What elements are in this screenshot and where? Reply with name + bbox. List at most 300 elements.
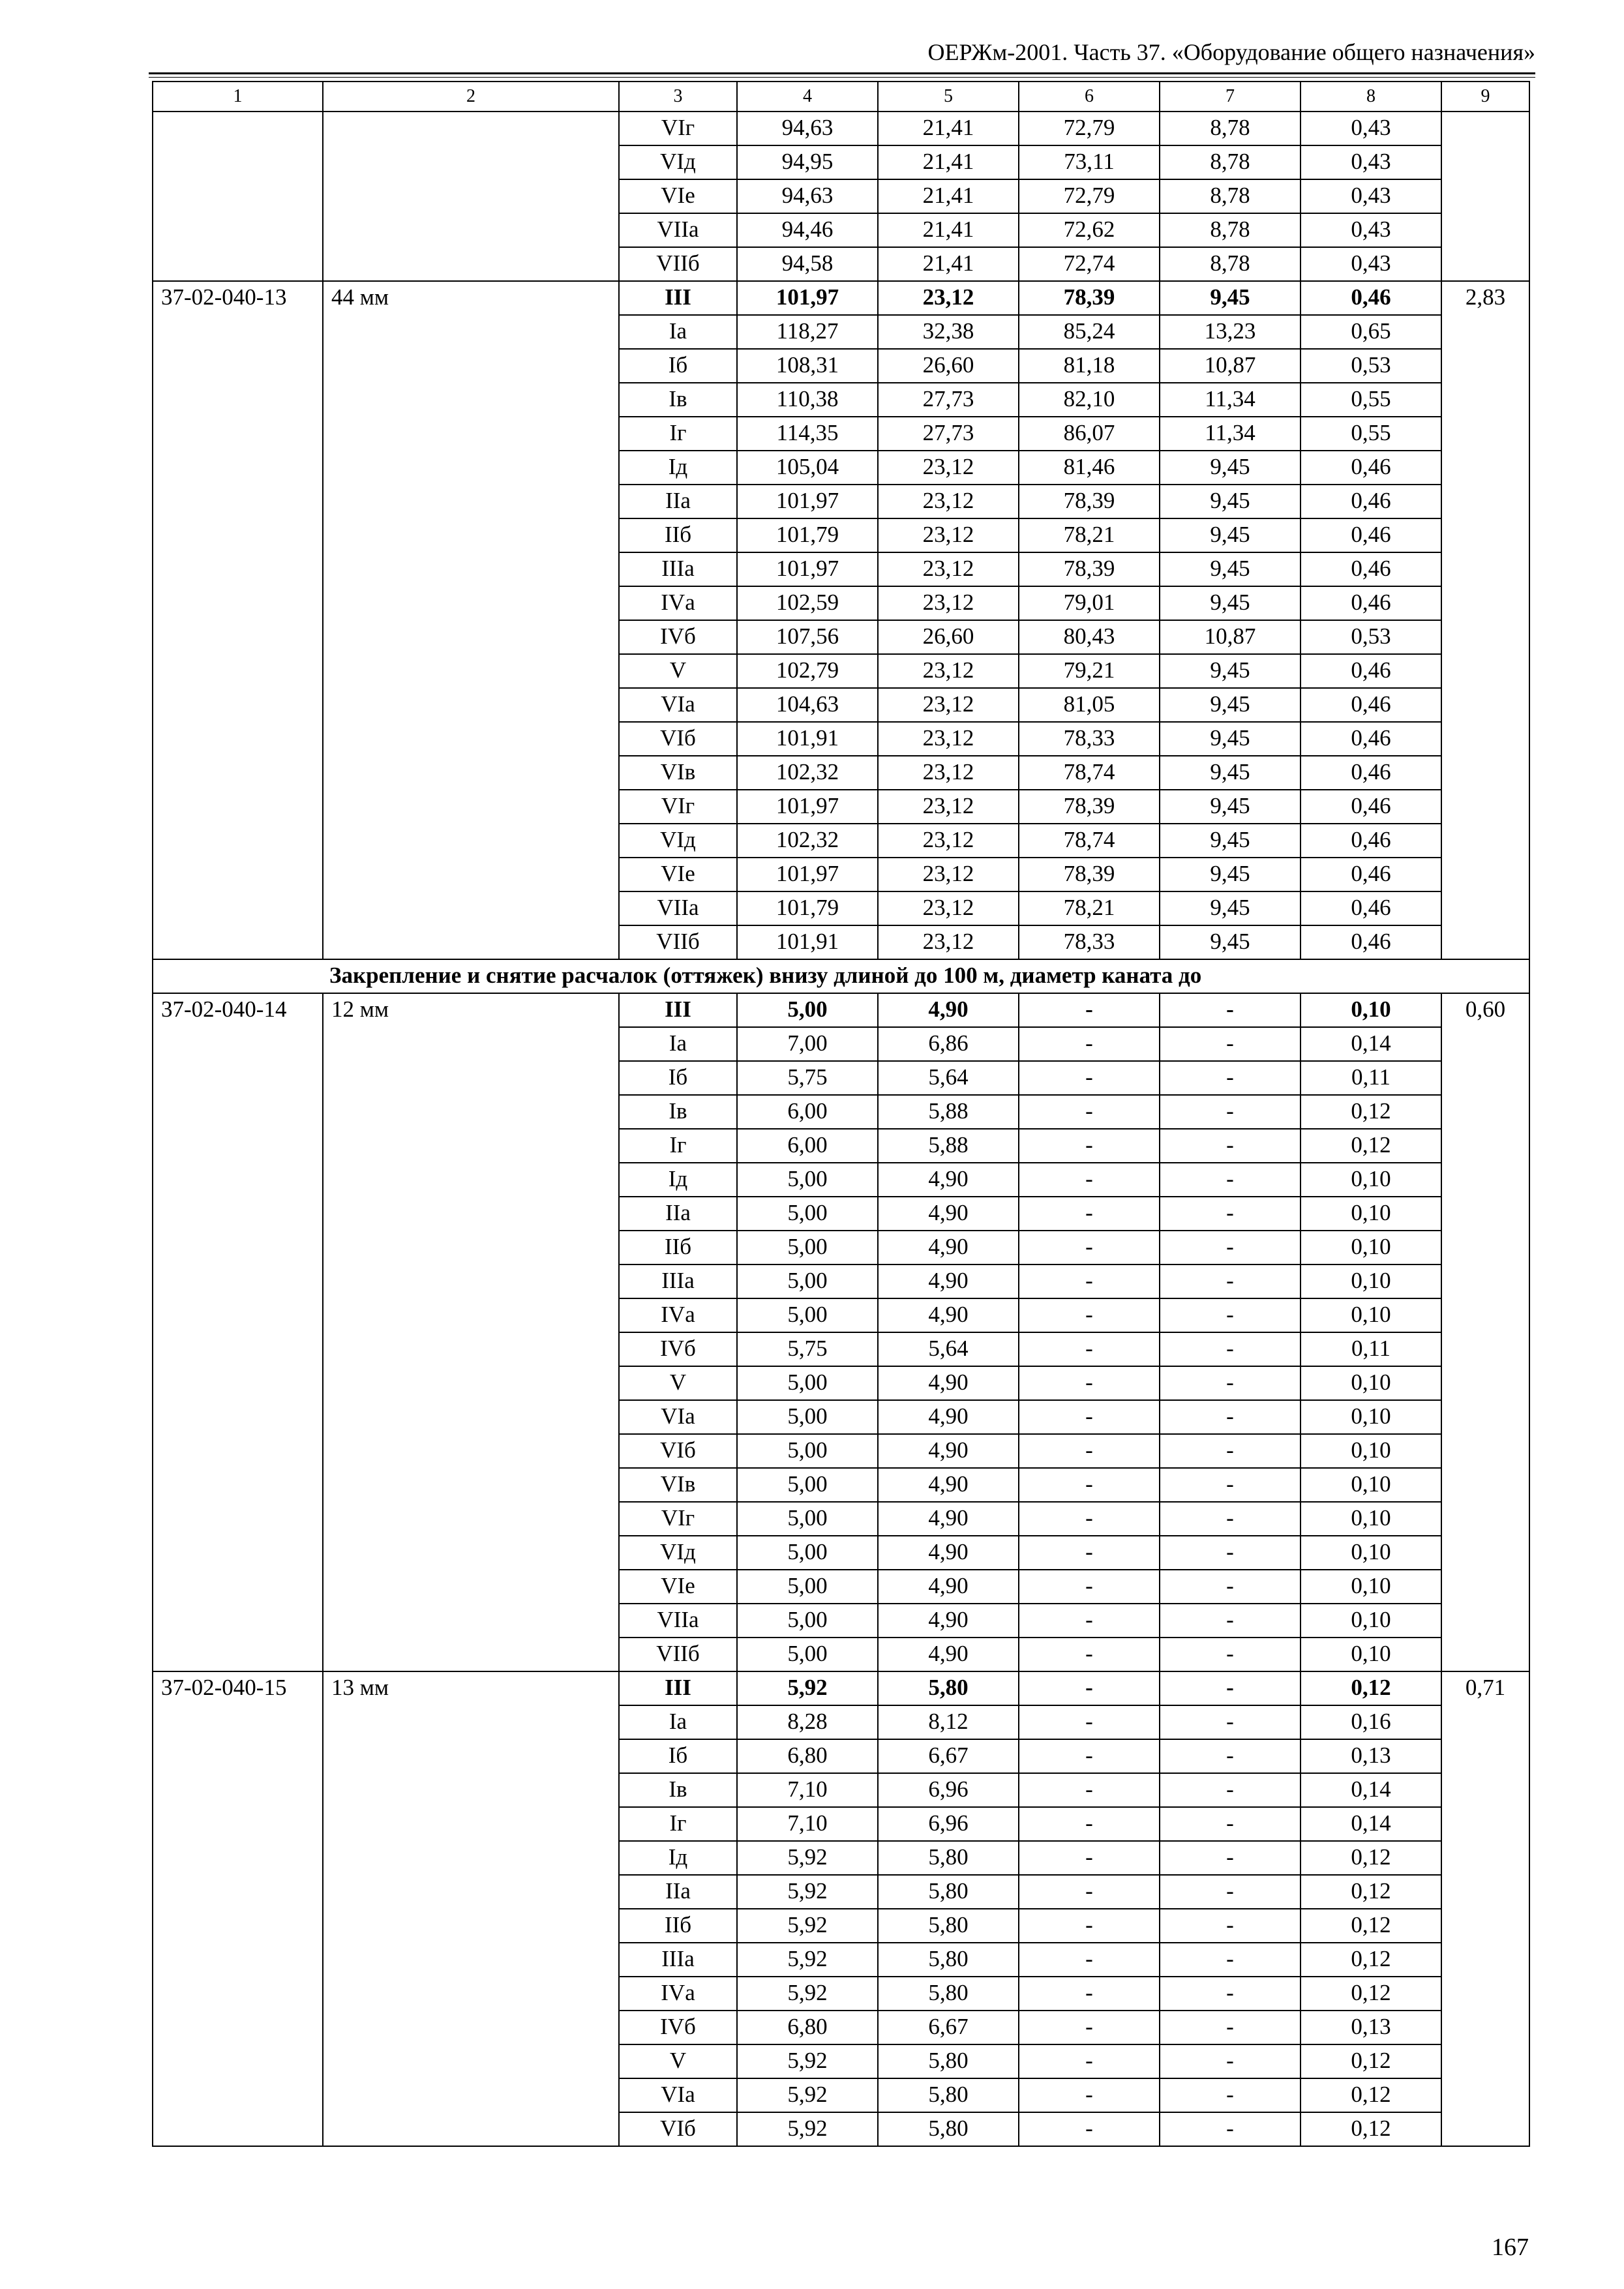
value-cell: 0,46: [1301, 552, 1441, 586]
value-cell: 6,80: [737, 1739, 878, 1773]
value-cell: 0,10: [1301, 1400, 1441, 1434]
zone-cell: VIе: [619, 1570, 737, 1604]
value-cell: 7,00: [737, 1027, 878, 1061]
value-cell: 5,92: [737, 2112, 878, 2146]
value-cell: 78,39: [1019, 552, 1160, 586]
value-cell: 5,00: [737, 1197, 878, 1231]
table-row: [153, 1671, 1529, 1705]
value-cell: 23,12: [878, 654, 1019, 688]
value-cell: -: [1160, 1943, 1301, 1977]
value-cell: 78,39: [1019, 790, 1160, 824]
zone-cell: VIа: [619, 2078, 737, 2112]
value-cell: -: [1160, 2112, 1301, 2146]
value-cell: 4,90: [878, 1468, 1019, 1502]
value-cell: 78,74: [1019, 756, 1160, 790]
value-cell: -: [1160, 1095, 1301, 1129]
value-cell: 0,43: [1301, 112, 1441, 145]
value-cell: 23,12: [878, 824, 1019, 858]
zone-cell: VIIа: [619, 891, 737, 925]
value-cell: 5,00: [737, 1604, 878, 1638]
value-cell: 23,12: [878, 586, 1019, 620]
value-cell: 0,14: [1301, 1027, 1441, 1061]
value-cell: 0,10: [1301, 1298, 1441, 1332]
value-cell: -: [1160, 1773, 1301, 1807]
value-cell: 5,64: [878, 1332, 1019, 1366]
value-cell: 102,79: [737, 654, 878, 688]
value-cell: 5,00: [737, 1502, 878, 1536]
zone-cell: VIб: [619, 1434, 737, 1468]
zone-cell: VIг: [619, 1502, 737, 1536]
value-cell: -: [1019, 1264, 1160, 1298]
value-cell: -: [1019, 993, 1160, 1027]
value-cell: 0,46: [1301, 518, 1441, 552]
value-cell: 0,10: [1301, 993, 1441, 1027]
value-cell: 108,31: [737, 349, 878, 383]
value-cell: 5,88: [878, 1095, 1019, 1129]
value-cell: 21,41: [878, 213, 1019, 247]
value-cell: 5,92: [737, 1909, 878, 1943]
value-cell: 0,10: [1301, 1366, 1441, 1400]
value-cell: 5,92: [737, 1977, 878, 2011]
rope-diameter: 13 мм: [323, 1671, 619, 2146]
value-cell: 4,90: [878, 1264, 1019, 1298]
zone-cell: Iг: [619, 417, 737, 451]
value-cell: 26,60: [878, 349, 1019, 383]
value-cell: -: [1160, 1841, 1301, 1875]
rope-diameter: 12 мм: [323, 993, 619, 1671]
value-cell: -: [1019, 1400, 1160, 1434]
zone-cell: IIа: [619, 1197, 737, 1231]
value-cell: -: [1019, 1027, 1160, 1061]
value-cell: -: [1160, 1502, 1301, 1536]
value-cell: 102,32: [737, 824, 878, 858]
value-cell: -: [1160, 1129, 1301, 1163]
value-cell: 9,45: [1160, 824, 1301, 858]
value-cell: -: [1019, 1061, 1160, 1095]
value-cell: 0,46: [1301, 790, 1441, 824]
column-9-value: 0,60: [1441, 993, 1529, 1671]
value-cell: 0,14: [1301, 1807, 1441, 1841]
value-cell: 81,05: [1019, 688, 1160, 722]
value-cell: 78,39: [1019, 485, 1160, 518]
value-cell: -: [1019, 1977, 1160, 2011]
value-cell: 4,90: [878, 1366, 1019, 1400]
value-cell: 80,43: [1019, 620, 1160, 654]
value-cell: 5,80: [878, 1977, 1019, 2011]
column-number: 8: [1301, 82, 1441, 112]
value-cell: 0,46: [1301, 925, 1441, 959]
table-row: [153, 993, 1529, 1027]
value-cell: 5,00: [737, 1264, 878, 1298]
header-rule: [149, 72, 1535, 74]
zone-cell: Iб: [619, 1739, 737, 1773]
value-cell: 4,90: [878, 1502, 1019, 1536]
value-cell: 0,13: [1301, 1739, 1441, 1773]
value-cell: 11,34: [1160, 417, 1301, 451]
value-cell: 27,73: [878, 383, 1019, 417]
value-cell: -: [1019, 1773, 1160, 1807]
value-cell: -: [1019, 1095, 1160, 1129]
rope-diameter: 44 мм: [323, 281, 619, 959]
value-cell: -: [1160, 1604, 1301, 1638]
zone-cell: Iа: [619, 315, 737, 349]
rate-code: 37-02-040-15: [153, 1671, 323, 2146]
zone-cell: IVа: [619, 1298, 737, 1332]
zone-cell: Iв: [619, 1095, 737, 1129]
column-number: 3: [619, 82, 737, 112]
value-cell: 5,92: [737, 1943, 878, 1977]
value-cell: -: [1160, 2011, 1301, 2044]
value-cell: -: [1019, 1468, 1160, 1502]
column-number: 4: [737, 82, 878, 112]
value-cell: 0,12: [1301, 1841, 1441, 1875]
value-cell: 0,12: [1301, 1671, 1441, 1705]
value-cell: 21,41: [878, 112, 1019, 145]
table-row: [153, 112, 1529, 145]
value-cell: 21,41: [878, 247, 1019, 281]
value-cell: 4,90: [878, 1638, 1019, 1671]
value-cell: 4,90: [878, 1400, 1019, 1434]
rope-diameter: [323, 112, 619, 281]
value-cell: 8,78: [1160, 145, 1301, 179]
value-cell: 9,45: [1160, 552, 1301, 586]
zone-cell: VIв: [619, 756, 737, 790]
value-cell: 6,96: [878, 1807, 1019, 1841]
value-cell: -: [1019, 1298, 1160, 1332]
value-cell: -: [1160, 1400, 1301, 1434]
value-cell: 0,46: [1301, 824, 1441, 858]
value-cell: 72,74: [1019, 247, 1160, 281]
value-cell: 0,46: [1301, 891, 1441, 925]
zone-cell: VIIб: [619, 247, 737, 281]
zone-cell: VIд: [619, 824, 737, 858]
value-cell: 23,12: [878, 688, 1019, 722]
value-cell: 0,46: [1301, 586, 1441, 620]
value-cell: -: [1160, 1807, 1301, 1841]
value-cell: 23,12: [878, 925, 1019, 959]
value-cell: 23,12: [878, 891, 1019, 925]
value-cell: 0,12: [1301, 1129, 1441, 1163]
header-rule-thin: [149, 77, 1535, 78]
value-cell: 9,45: [1160, 722, 1301, 756]
zone-cell: IVб: [619, 620, 737, 654]
value-cell: 23,12: [878, 281, 1019, 315]
value-cell: 5,80: [878, 1671, 1019, 1705]
value-cell: 94,63: [737, 179, 878, 213]
value-cell: 5,80: [878, 2078, 1019, 2112]
value-cell: -: [1160, 1061, 1301, 1095]
value-cell: 0,65: [1301, 315, 1441, 349]
value-cell: 21,41: [878, 145, 1019, 179]
value-cell: 5,92: [737, 2044, 878, 2078]
value-cell: -: [1019, 1366, 1160, 1400]
value-cell: 9,45: [1160, 485, 1301, 518]
value-cell: -: [1160, 1231, 1301, 1264]
value-cell: 5,00: [737, 1298, 878, 1332]
value-cell: -: [1019, 1739, 1160, 1773]
value-cell: -: [1019, 1705, 1160, 1739]
value-cell: 0,10: [1301, 1638, 1441, 1671]
zone-cell: Iд: [619, 1163, 737, 1197]
value-cell: -: [1019, 1909, 1160, 1943]
zone-cell: VIб: [619, 2112, 737, 2146]
rate-code: 37-02-040-13: [153, 281, 323, 959]
value-cell: 0,11: [1301, 1332, 1441, 1366]
value-cell: 81,18: [1019, 349, 1160, 383]
value-cell: 0,12: [1301, 2112, 1441, 2146]
column-number: 6: [1019, 82, 1160, 112]
value-cell: 21,41: [878, 179, 1019, 213]
value-cell: 72,79: [1019, 179, 1160, 213]
value-cell: 72,79: [1019, 112, 1160, 145]
value-cell: 0,10: [1301, 1604, 1441, 1638]
value-cell: -: [1160, 2078, 1301, 2112]
value-cell: 5,00: [737, 1434, 878, 1468]
value-cell: 101,79: [737, 518, 878, 552]
value-cell: 101,97: [737, 281, 878, 315]
value-cell: 5,00: [737, 993, 878, 1027]
value-cell: 9,45: [1160, 586, 1301, 620]
section-title-row: [153, 959, 1529, 993]
value-cell: 78,21: [1019, 518, 1160, 552]
value-cell: 6,80: [737, 2011, 878, 2044]
value-cell: 0,12: [1301, 2044, 1441, 2078]
value-cell: 78,33: [1019, 722, 1160, 756]
value-cell: 0,10: [1301, 1468, 1441, 1502]
value-cell: 73,11: [1019, 145, 1160, 179]
value-cell: -: [1160, 1264, 1301, 1298]
value-cell: 9,45: [1160, 281, 1301, 315]
value-cell: 0,12: [1301, 1909, 1441, 1943]
value-cell: 6,67: [878, 2011, 1019, 2044]
value-cell: 5,64: [878, 1061, 1019, 1095]
value-cell: 0,10: [1301, 1536, 1441, 1570]
value-cell: 4,90: [878, 993, 1019, 1027]
value-cell: 0,13: [1301, 2011, 1441, 2044]
zone-cell: IVа: [619, 1977, 737, 2011]
value-cell: 9,45: [1160, 858, 1301, 891]
zone-cell: IVб: [619, 1332, 737, 1366]
section-title: Закрепление и снятие расчалок (оттяжек) внизу длиной до 100 м, диаметр каната до: [153, 959, 1529, 993]
value-cell: 4,90: [878, 1434, 1019, 1468]
rate-code: 37-02-040-14: [153, 993, 323, 1671]
value-cell: -: [1019, 1943, 1160, 1977]
value-cell: 0,12: [1301, 1875, 1441, 1909]
column-number: 2: [323, 82, 619, 112]
zone-cell: VIд: [619, 145, 737, 179]
value-cell: 94,95: [737, 145, 878, 179]
value-cell: 8,78: [1160, 179, 1301, 213]
value-cell: -: [1019, 1434, 1160, 1468]
zone-cell: VIг: [619, 112, 737, 145]
value-cell: 0,12: [1301, 2078, 1441, 2112]
value-cell: -: [1019, 1604, 1160, 1638]
value-cell: 5,80: [878, 2044, 1019, 2078]
value-cell: 0,12: [1301, 1977, 1441, 2011]
value-cell: 0,10: [1301, 1434, 1441, 1468]
value-cell: 23,12: [878, 485, 1019, 518]
zone-cell: VIIа: [619, 1604, 737, 1638]
value-cell: 23,12: [878, 858, 1019, 891]
value-cell: 23,12: [878, 451, 1019, 485]
value-cell: 0,53: [1301, 620, 1441, 654]
value-cell: 102,59: [737, 586, 878, 620]
zone-cell: VIе: [619, 179, 737, 213]
value-cell: 78,39: [1019, 281, 1160, 315]
value-cell: -: [1160, 1163, 1301, 1197]
value-cell: 9,45: [1160, 891, 1301, 925]
value-cell: 5,75: [737, 1332, 878, 1366]
zone-cell: IIа: [619, 485, 737, 518]
value-cell: 114,35: [737, 417, 878, 451]
value-cell: -: [1019, 1807, 1160, 1841]
value-cell: 0,43: [1301, 213, 1441, 247]
value-cell: 0,12: [1301, 1943, 1441, 1977]
value-cell: 94,63: [737, 112, 878, 145]
value-cell: 5,00: [737, 1468, 878, 1502]
value-cell: 101,97: [737, 858, 878, 891]
value-cell: 9,45: [1160, 518, 1301, 552]
value-cell: 32,38: [878, 315, 1019, 349]
value-cell: 27,73: [878, 417, 1019, 451]
value-cell: 5,80: [878, 1841, 1019, 1875]
value-cell: -: [1160, 1434, 1301, 1468]
value-cell: 79,01: [1019, 586, 1160, 620]
zone-cell: Iб: [619, 349, 737, 383]
zone-cell: IVа: [619, 586, 737, 620]
value-cell: 23,12: [878, 552, 1019, 586]
value-cell: -: [1160, 1536, 1301, 1570]
value-cell: -: [1019, 1536, 1160, 1570]
rate-code: [153, 112, 323, 281]
zone-cell: VIа: [619, 1400, 737, 1434]
value-cell: -: [1160, 2044, 1301, 2078]
value-cell: 0,12: [1301, 1095, 1441, 1129]
value-cell: -: [1160, 1977, 1301, 2011]
value-cell: 94,46: [737, 213, 878, 247]
value-cell: 5,75: [737, 1061, 878, 1095]
value-cell: -: [1160, 1366, 1301, 1400]
value-cell: -: [1019, 1332, 1160, 1366]
value-cell: -: [1019, 1197, 1160, 1231]
value-cell: 0,10: [1301, 1163, 1441, 1197]
zone-cell: IIб: [619, 518, 737, 552]
value-cell: 0,43: [1301, 247, 1441, 281]
value-cell: 23,12: [878, 756, 1019, 790]
value-cell: 82,10: [1019, 383, 1160, 417]
value-cell: -: [1160, 1671, 1301, 1705]
value-cell: -: [1160, 1468, 1301, 1502]
norms-table-body: [153, 82, 1529, 2146]
value-cell: 5,92: [737, 2078, 878, 2112]
value-cell: 110,38: [737, 383, 878, 417]
value-cell: 11,34: [1160, 383, 1301, 417]
value-cell: 86,07: [1019, 417, 1160, 451]
value-cell: 8,28: [737, 1705, 878, 1739]
value-cell: 0,46: [1301, 654, 1441, 688]
zone-cell: Iв: [619, 1773, 737, 1807]
zone-cell: IVб: [619, 2011, 737, 2044]
value-cell: 5,80: [878, 1875, 1019, 1909]
value-cell: 0,10: [1301, 1502, 1441, 1536]
value-cell: 6,86: [878, 1027, 1019, 1061]
zone-cell: Iв: [619, 383, 737, 417]
value-cell: -: [1160, 1638, 1301, 1671]
zone-cell: Iа: [619, 1705, 737, 1739]
value-cell: 0,10: [1301, 1197, 1441, 1231]
value-cell: -: [1019, 1638, 1160, 1671]
value-cell: -: [1160, 1875, 1301, 1909]
value-cell: 5,00: [737, 1163, 878, 1197]
value-cell: 0,16: [1301, 1705, 1441, 1739]
zone-cell: VIе: [619, 858, 737, 891]
value-cell: 10,87: [1160, 620, 1301, 654]
value-cell: 107,56: [737, 620, 878, 654]
value-cell: 5,00: [737, 1400, 878, 1434]
value-cell: -: [1160, 1705, 1301, 1739]
value-cell: 0,43: [1301, 145, 1441, 179]
value-cell: 0,53: [1301, 349, 1441, 383]
value-cell: 101,91: [737, 722, 878, 756]
zone-cell: IIб: [619, 1231, 737, 1264]
value-cell: 6,00: [737, 1129, 878, 1163]
value-cell: -: [1019, 1875, 1160, 1909]
value-cell: 9,45: [1160, 790, 1301, 824]
value-cell: -: [1019, 1570, 1160, 1604]
value-cell: 78,33: [1019, 925, 1160, 959]
value-cell: 101,79: [737, 891, 878, 925]
value-cell: 10,87: [1160, 349, 1301, 383]
value-cell: 0,46: [1301, 688, 1441, 722]
zone-cell: Iг: [619, 1129, 737, 1163]
value-cell: 23,12: [878, 722, 1019, 756]
value-cell: -: [1019, 2011, 1160, 2044]
value-cell: -: [1160, 1197, 1301, 1231]
value-cell: 101,97: [737, 790, 878, 824]
zone-cell: VIв: [619, 1468, 737, 1502]
value-cell: 5,00: [737, 1231, 878, 1264]
zone-cell: IIа: [619, 1875, 737, 1909]
value-cell: -: [1019, 2112, 1160, 2146]
value-cell: 101,97: [737, 485, 878, 518]
zone-cell: Iд: [619, 451, 737, 485]
value-cell: 78,39: [1019, 858, 1160, 891]
value-cell: 5,00: [737, 1366, 878, 1400]
value-cell: -: [1019, 2044, 1160, 2078]
value-cell: 104,63: [737, 688, 878, 722]
zone-cell: Iа: [619, 1027, 737, 1061]
value-cell: -: [1019, 1671, 1160, 1705]
value-cell: 5,80: [878, 1909, 1019, 1943]
column-number: 7: [1160, 82, 1301, 112]
zone-cell: III: [619, 993, 737, 1027]
zone-cell: V: [619, 2044, 737, 2078]
value-cell: 5,00: [737, 1536, 878, 1570]
value-cell: 8,78: [1160, 112, 1301, 145]
value-cell: 5,80: [878, 2112, 1019, 2146]
value-cell: 78,21: [1019, 891, 1160, 925]
zone-cell: Iб: [619, 1061, 737, 1095]
value-cell: 0,46: [1301, 485, 1441, 518]
column-number: 5: [878, 82, 1019, 112]
value-cell: -: [1019, 1502, 1160, 1536]
value-cell: 85,24: [1019, 315, 1160, 349]
zone-cell: V: [619, 654, 737, 688]
zone-cell: III: [619, 281, 737, 315]
value-cell: 81,46: [1019, 451, 1160, 485]
value-cell: 101,91: [737, 925, 878, 959]
value-cell: 0,46: [1301, 281, 1441, 315]
